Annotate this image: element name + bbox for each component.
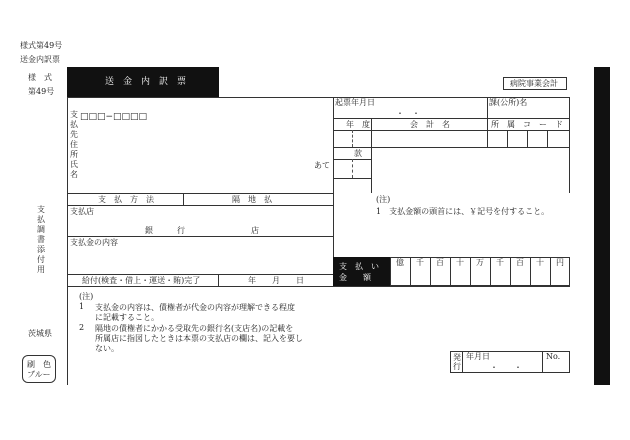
notes-top-title: (注) xyxy=(376,195,391,204)
kan-divider xyxy=(371,147,372,193)
grid-line-3 xyxy=(333,147,569,148)
amount-unit-label: 億 xyxy=(396,258,404,267)
payee-vertical-label: 支払先住所氏名 xyxy=(70,110,78,179)
issue-divider-1 xyxy=(462,351,463,373)
amount-label-bar xyxy=(333,257,390,286)
postal-code: □□□−□□□□ xyxy=(80,112,148,122)
amount-unit-label: 千 xyxy=(496,258,504,267)
completion-date: 年 月 日 xyxy=(248,276,304,285)
color-note-box xyxy=(22,355,56,383)
side-label-2: 第49号 xyxy=(28,87,55,96)
notes-bottom-item1-num: 1 xyxy=(79,302,85,311)
notes-bottom-item2: 隔地の債権者にかかる受取先の銀行名(支店名)の記載を 所属店に指図したときは本票の支払店の欄は、記入を要し ない。 xyxy=(95,324,303,353)
code-cell-3 xyxy=(547,130,548,147)
dept-label: 課(公所)名 xyxy=(489,98,528,107)
account-label: 会 計 名 xyxy=(410,120,450,129)
amount-unit-label: 十 xyxy=(456,258,464,267)
payment-method-label: 支 払 方 法 xyxy=(98,195,154,204)
amount-unit-label: 百 xyxy=(436,258,444,267)
amount-label: 支 払 い 金 額 xyxy=(339,262,379,282)
title-bar xyxy=(67,67,219,97)
issue-divider-2 xyxy=(542,351,543,373)
right-edge-bar xyxy=(594,67,610,385)
color-note: 刷 色 ブルー xyxy=(27,360,51,379)
form-number: 様式第49号 xyxy=(20,41,63,50)
bank-store-label: 支払店 xyxy=(70,207,94,216)
code-cell-2 xyxy=(527,130,528,147)
code-cell-1 xyxy=(507,130,508,147)
completion-divider xyxy=(218,274,219,286)
side-label-1: 様 式 xyxy=(28,73,52,82)
content-bottom-line xyxy=(67,274,333,275)
notes-top-item: 1 支払金額の頭首には、￥記号を付すること。 xyxy=(376,207,550,216)
accounting-label: 病院事業会計 xyxy=(510,79,558,88)
amount-bottom-line xyxy=(333,286,570,287)
payment-method-value: 隔 地 払 xyxy=(232,195,272,204)
prefecture-label: 茨城県 xyxy=(28,329,52,338)
payee-suffix: あて xyxy=(314,161,330,170)
amount-unit-label: 千 xyxy=(416,258,424,267)
issue-no-label: No. xyxy=(546,352,561,361)
form-title: 送 金 内 訳 票 xyxy=(105,77,187,87)
code-label: 所 属 コ ー ド xyxy=(491,120,563,129)
content-label: 支払金の内容 xyxy=(70,238,118,247)
date-dots: ・ ・ xyxy=(396,109,420,118)
notes-bottom-item1: 支払金の内容は、債権者が代金の内容が理解できる程度 に記載すること。 xyxy=(95,303,295,322)
amount-unit-label: 万 xyxy=(476,258,484,267)
payment-divider xyxy=(183,193,184,205)
issue-label: 発 行 xyxy=(453,353,461,371)
grid-right-border xyxy=(569,97,570,193)
payment-bottom-line xyxy=(67,205,333,206)
grid-divider-code xyxy=(487,118,488,147)
issue-date-dots: ・ ・ xyxy=(490,363,522,372)
accounting-label-box xyxy=(503,77,567,90)
branch-label: 店 xyxy=(251,226,259,235)
amount-unit-label: 百 xyxy=(516,258,524,267)
grid-line-1 xyxy=(333,118,569,119)
year-dotted xyxy=(352,130,353,147)
form-name: 送金内訳票 xyxy=(20,55,60,64)
date-label: 起票年月日 xyxy=(335,98,375,107)
side-vertical-label: 支払調書添付用 xyxy=(37,205,45,274)
notes-bottom-item2-num: 2 xyxy=(79,323,85,332)
payment-top-line xyxy=(67,193,333,194)
form-left-border xyxy=(67,67,68,385)
grid-divider-year xyxy=(371,118,372,147)
bank-label: 銀 行 xyxy=(145,226,185,235)
completion-label: 給付(検査・借上・運送・賄)完了 xyxy=(82,276,201,285)
kan-bottom-line xyxy=(333,178,371,179)
bank-bottom-line xyxy=(67,236,333,237)
kan-label: 款 xyxy=(354,149,362,158)
completion-bottom-line xyxy=(67,286,333,287)
grid-line-2 xyxy=(333,130,569,131)
dept-divider xyxy=(487,97,488,118)
notes-bottom-title: (注) xyxy=(79,292,94,301)
year-label: 年 度 xyxy=(346,120,370,129)
kan-dotted xyxy=(352,159,353,178)
amount-unit-label: 十 xyxy=(536,258,544,267)
amount-unit-label: 円 xyxy=(556,258,564,267)
issue-date-label: 年月日 xyxy=(466,352,490,361)
